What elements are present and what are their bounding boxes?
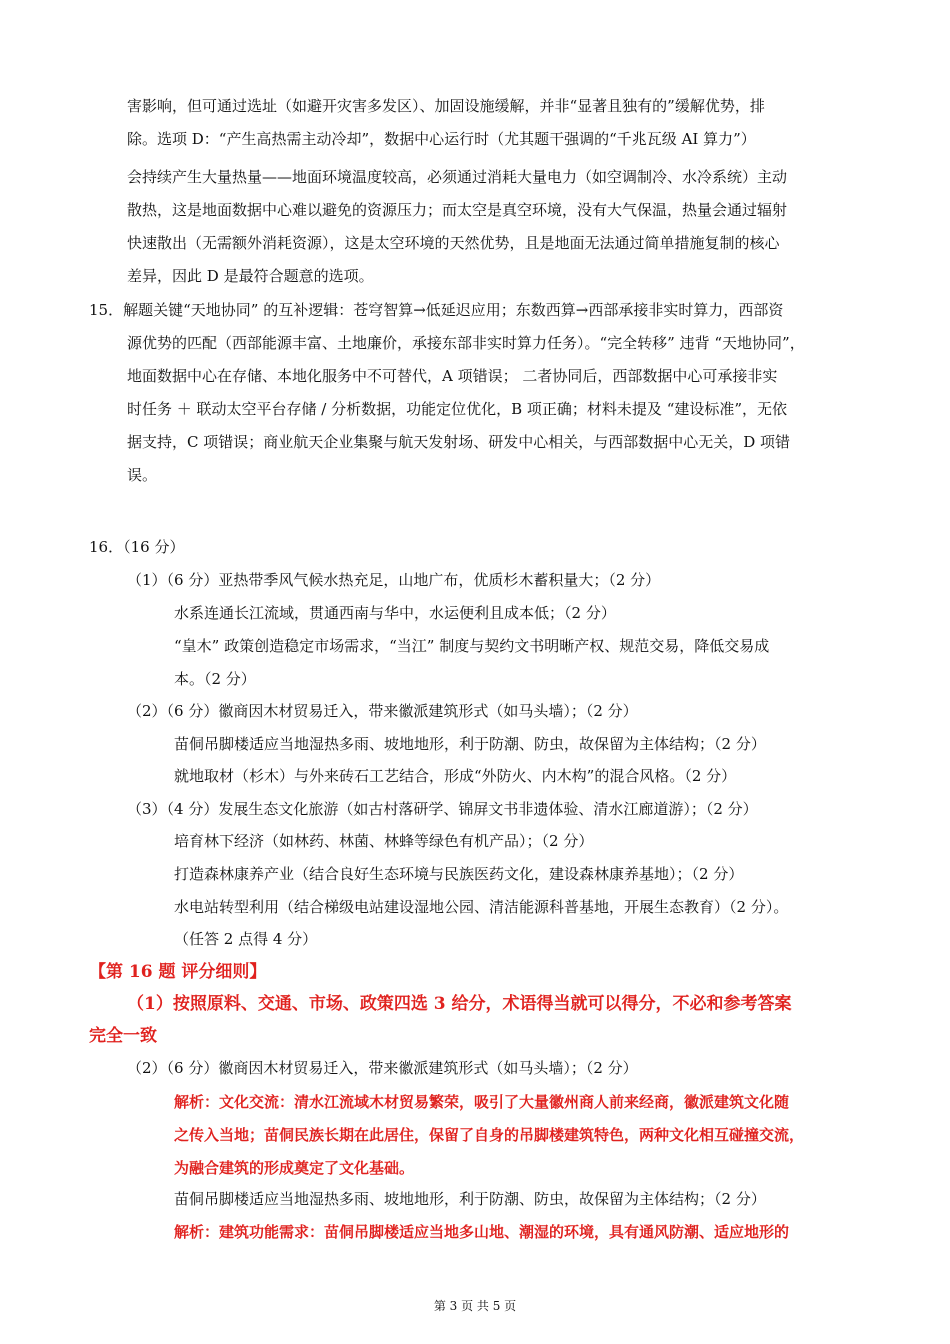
analysis-line: 之传入当地；苗侗民族长期在此居住，保留了自身的吊脚楼建筑特色，两种文化相互碰撞交流， xyxy=(174,1126,805,1144)
question-16-heading: 16．（16 分） xyxy=(89,538,185,556)
text-line: 水系连通长江流域，贯通西南与华中，水运便利且成本低；（2 分） xyxy=(174,604,616,622)
answer-part-2-repeat: （2）（6 分）徽商因木材贸易迁入，带来徽派建筑形式（如马头墙）；（2 分） xyxy=(127,1059,638,1077)
answer-part-3: （3）（4 分）发展生态文化旅游（如古村落研学、锦屏文书非遗体验、清水江廊道游）；（2 分） xyxy=(127,800,758,818)
text-line: 时任务 ＋ 联动太空平台存储 / 分析数据，功能定位优化，B 项正确；材料未提及 “建设标准”，无依 xyxy=(127,400,788,418)
analysis-line: 为融合建筑的形成奠定了文化基础。 xyxy=(174,1159,415,1177)
text-line: 源优势的匹配（西部能源丰富、土地廉价，承接东部非实时算力任务）。“完全转移” 违背 “天地协同”， xyxy=(127,334,805,352)
text-line: 水电站转型利用（结合梯级电站建设湿地公园、清洁能源科普基地，开展生态教育）（2 分）。 xyxy=(174,898,789,916)
text-line: 本。（2 分） xyxy=(174,670,256,688)
text-line: 快速散出（无需额外消耗资源），这是太空环境的天然优势，且是地面无法通过简单措施复制的核心 xyxy=(127,234,780,252)
text-line: 苗侗吊脚楼适应当地湿热多雨、坡地地形，利于防潮、防虫，故保留为主体结构；（2 分） xyxy=(174,1190,766,1208)
scoring-rules-heading: 【第 16 题 评分细则】 xyxy=(89,962,267,982)
text-line: 就地取材（杉木）与外来砖石工艺结合，形成“外防火、内木构”的混合风格。（2 分） xyxy=(174,767,737,785)
text-line: 苗侗吊脚楼适应当地湿热多雨、坡地地形，利于防潮、防虫，故保留为主体结构；（2 分） xyxy=(174,735,766,753)
page-footer: 第 3 页 共 5 页 xyxy=(433,1299,517,1313)
analysis-line: 解析：文化交流：清水江流域木材贸易繁荣，吸引了大量徽州商人前来经商，徽派建筑文化随 xyxy=(174,1093,790,1111)
text-line: 据支持，C 项错误；商业航天企业集聚与航天发射场、研发中心相关，与西部数据中心无关，D 项错 xyxy=(127,433,791,451)
answer-part-2: （2）（6 分）徽商因木材贸易迁入，带来徽派建筑形式（如马头墙）；（2 分） xyxy=(127,702,638,720)
scoring-rule-1-cont: 完全一致 xyxy=(89,1026,157,1046)
text-line: （任答 2 点得 4 分） xyxy=(174,930,318,948)
text-line: 误。 xyxy=(127,466,158,484)
text-line: “皇木” 政策创造稳定市场需求，“当江” 制度与契约文书明晰产权、规范交易，降低交易成 xyxy=(174,637,770,655)
text-line: 会持续产生大量热量——地面环境温度较高，必须通过消耗大量电力（如空调制冷、水冷系统）主动 xyxy=(127,168,788,186)
analysis-line: 解析：建筑功能需求：苗侗吊脚楼适应当地多山地、潮湿的环境，具有通风防潮、适应地形的 xyxy=(174,1223,790,1241)
text-line: 培育林下经济（如林药、林菌、林蜂等绿色有机产品）；（2 分） xyxy=(174,832,594,850)
answer-part-1: （1）（6 分）亚热带季风气候水热充足，山地广布，优质杉木蓄积量大；（2 分） xyxy=(127,571,661,589)
text-line: 差异，因此 D 是最符合题意的选项。 xyxy=(127,267,374,285)
text-line: 害影响，但可通过选址（如避开灾害多发区）、加固设施缓解，并非“显著且独有的”缓解优势，排 xyxy=(127,97,765,115)
text-line: 打造森林康养产业（结合良好生态环境与民族医药文化，建设森林康养基地）；（2 分） xyxy=(174,865,744,883)
text-line: 地面数据中心在存储、本地化服务中不可替代，A 项错误； 二者协同后，西部数据中心可承接非实 xyxy=(127,367,778,385)
text-line: 除。选项 D：“产生高热需主动冷却”，数据中心运行时（尤其题干强调的“千兆瓦级 AI 算力”） xyxy=(127,130,756,148)
question-15-line: 15．解题关键“天地协同” 的互补逻辑：苍穹智算→低延迟应用；东数西算→西部承接非实时算力，西部资 xyxy=(89,301,784,319)
scoring-rule-1: （1）按照原料、交通、市场、政策四选 3 给分，术语得当就可以得分，不必和参考答案 xyxy=(127,994,792,1014)
text-line: 散热，这是地面数据中心难以避免的资源压力；而太空是真空环境，没有大气保温，热量会通过辐射 xyxy=(127,201,788,219)
